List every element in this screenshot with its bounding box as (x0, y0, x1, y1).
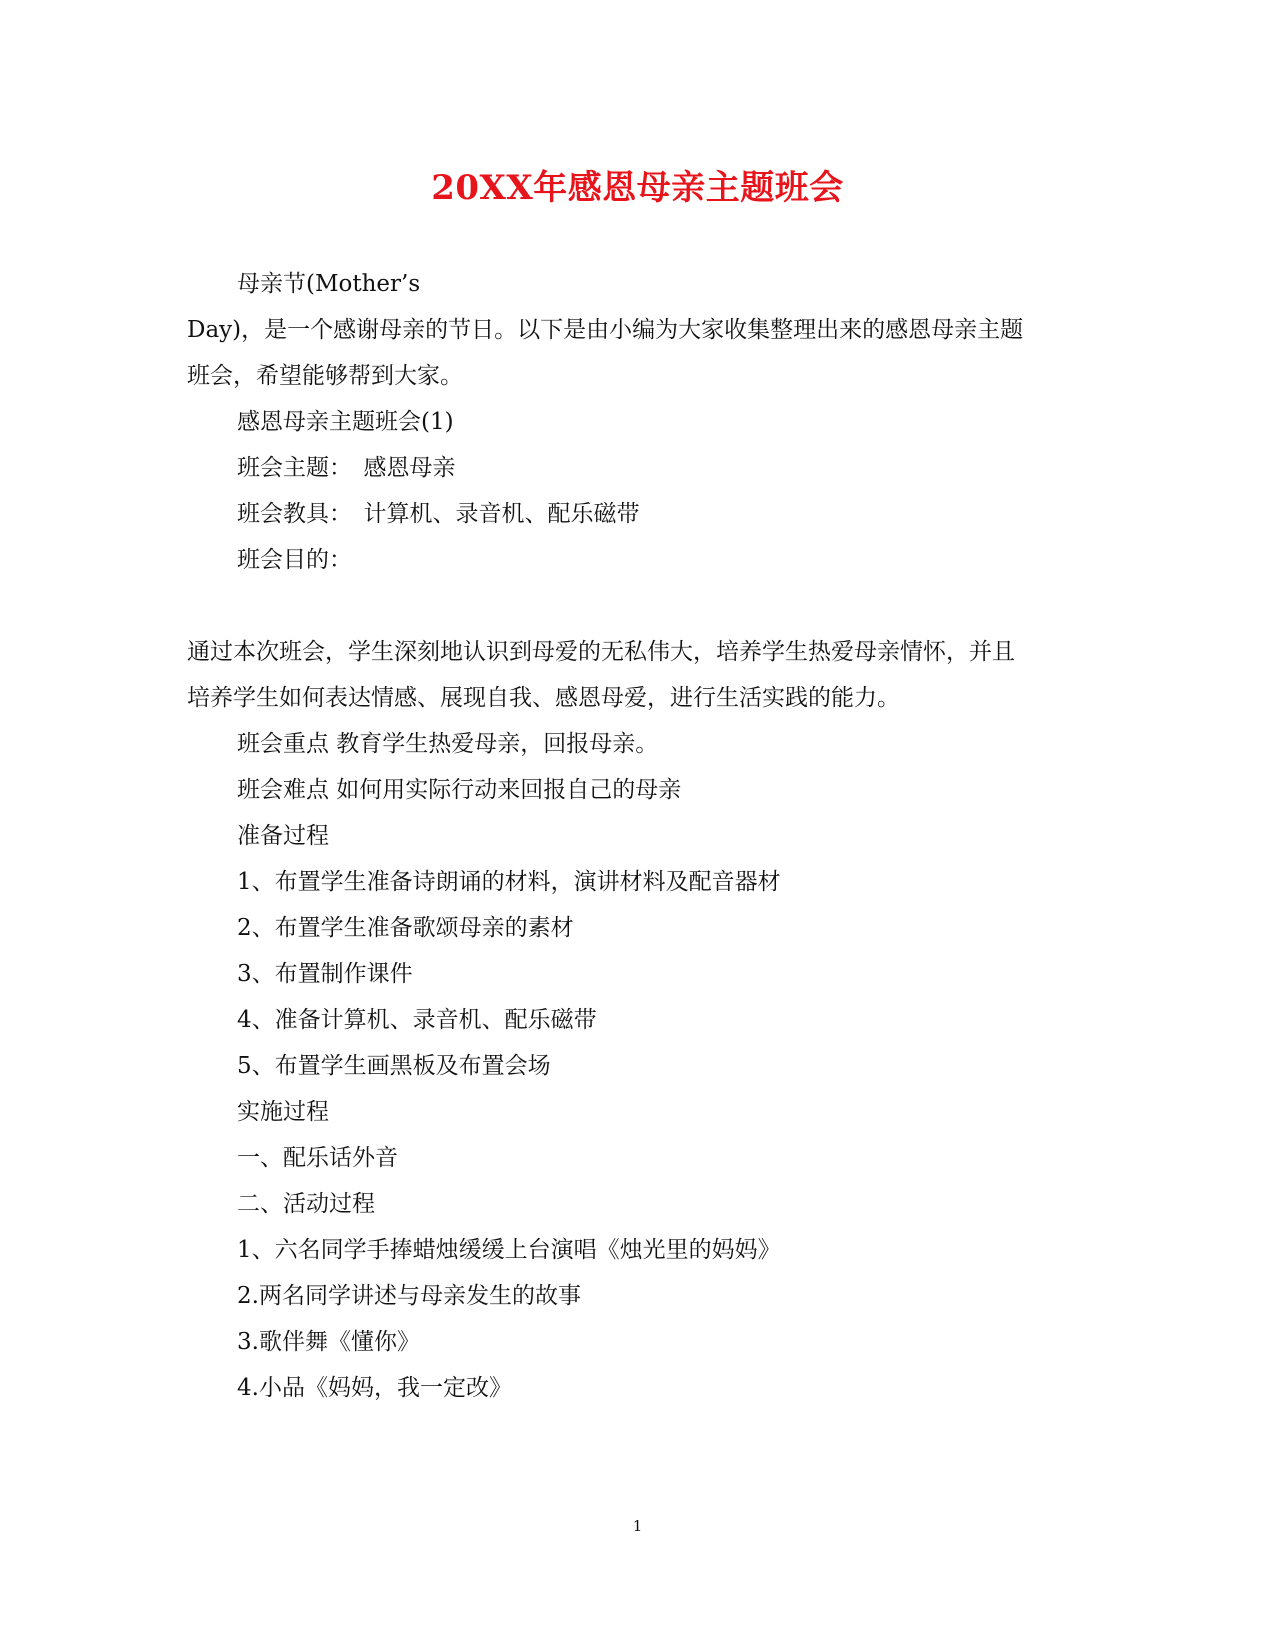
key-point: 班会重点 教育学生热爱母亲，回报母亲。 (237, 731, 659, 757)
activity-item: 1、六名同学手捧蜡烛缓缓上台演唱《烛光里的妈妈》 (237, 1237, 781, 1263)
meeting-goal-label: 班会目的： (237, 547, 352, 573)
intro-line-1: 母亲节(Mother’s (237, 271, 421, 297)
impl-step: 一、配乐话外音 (237, 1145, 398, 1171)
goal-line-1: 通过本次班会，学生深刻地认识到母爱的无私伟大，培养学生热爱母亲情怀，并且 (187, 639, 1015, 665)
intro-line-2: Day)，是一个感谢母亲的节日。以下是由小编为大家收集整理出来的感恩母亲主题 (187, 317, 1024, 343)
prep-item: 1、布置学生准备诗朗诵的材料，演讲材料及配音器材 (237, 869, 781, 895)
goal-line-2: 培养学生如何表达情感、展现自我、感恩母爱，进行生活实践的能力。 (187, 685, 900, 711)
section-heading: 感恩母亲主题班会(1) (237, 409, 454, 435)
page-number: 1 (632, 1517, 643, 1535)
difficulty: 班会难点 如何用实际行动来回报自己的母亲 (237, 777, 682, 803)
activity-item: 4.小品《妈妈，我一定改》 (237, 1375, 512, 1401)
impl-step: 二、活动过程 (237, 1191, 375, 1217)
impl-heading: 实施过程 (237, 1099, 329, 1125)
document-title: 20XX年感恩母亲主题班会 (431, 168, 844, 208)
activity-item: 2.两名同学讲述与母亲发生的故事 (237, 1283, 581, 1309)
meeting-tools: 班会教具： 计算机、录音机、配乐磁带 (237, 501, 640, 527)
activity-item: 3.歌伴舞《懂你》 (237, 1329, 420, 1355)
prep-heading: 准备过程 (237, 823, 329, 849)
prep-item: 4、准备计算机、录音机、配乐磁带 (237, 1007, 597, 1033)
prep-item: 5、布置学生画黑板及布置会场 (237, 1053, 551, 1079)
intro-line-3: 班会，希望能够帮到大家。 (187, 363, 463, 389)
prep-item: 2、布置学生准备歌颂母亲的素材 (237, 915, 574, 941)
prep-item: 3、布置制作课件 (237, 961, 413, 987)
meeting-theme: 班会主题： 感恩母亲 (237, 455, 456, 481)
